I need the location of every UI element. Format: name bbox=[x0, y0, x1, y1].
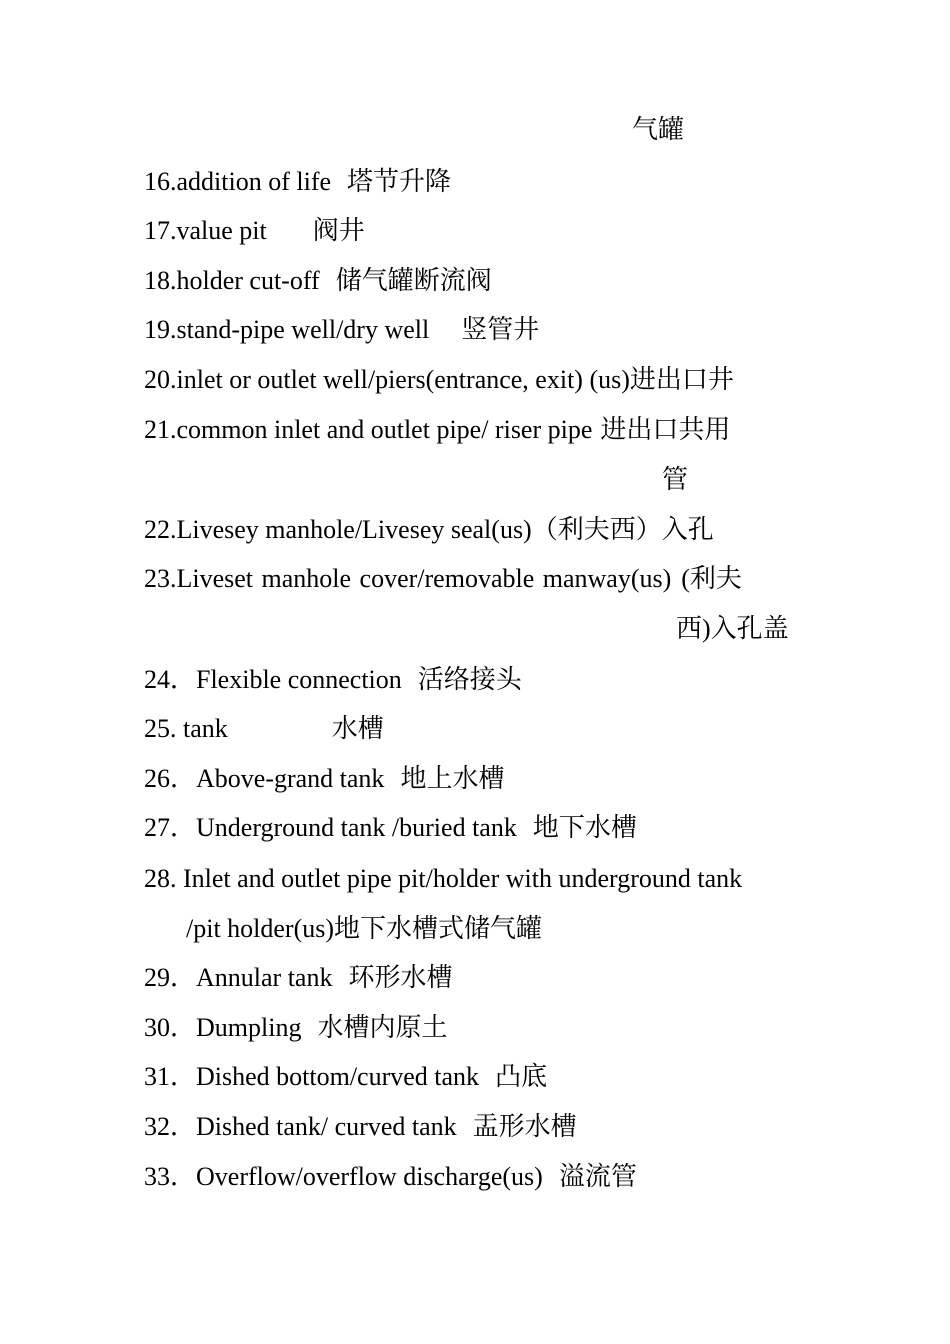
zh-term: 水槽内原土 bbox=[317, 1013, 448, 1042]
zh-term-continued: 管 bbox=[662, 465, 689, 494]
en-term: 21.common inlet and outlet pipe/ riser pipe bbox=[144, 415, 593, 444]
en-term: 17.value pit bbox=[144, 216, 267, 245]
glossary-entry-29 bbox=[144, 962, 452, 994]
zh-term: 塔节升降 bbox=[347, 167, 452, 196]
glossary-entry-33 bbox=[144, 1161, 637, 1193]
continuation-text bbox=[632, 114, 684, 146]
zh-term: 气罐 bbox=[632, 115, 685, 144]
en-term: 28. Inlet and outlet pipe pit/holder with underground tank bbox=[144, 864, 743, 893]
en-term: 22.Livesey manhole/Livesey seal(us) bbox=[144, 515, 532, 544]
term-continued: /pit holder(us)地下水槽式储气罐 bbox=[186, 914, 543, 943]
glossary-entry-23 bbox=[144, 563, 742, 595]
zh-term-continued: 西)入孔盖 bbox=[676, 614, 789, 643]
glossary-entry-21 bbox=[144, 414, 730, 446]
glossary-entry-21-wrap bbox=[662, 464, 688, 496]
glossary-entry-24 bbox=[144, 664, 522, 696]
glossary-entry-18 bbox=[144, 265, 492, 297]
glossary-entry-27 bbox=[144, 812, 637, 844]
glossary-entry-28 bbox=[144, 863, 742, 895]
zh-term: 凸底 bbox=[495, 1062, 548, 1091]
glossary-entry-20 bbox=[144, 364, 734, 396]
zh-term: 环形水槽 bbox=[348, 963, 453, 992]
en-term: 25. tank bbox=[144, 714, 228, 743]
en-term: 23.Liveset manhole cover/removable manway(us) bbox=[144, 564, 672, 593]
glossary-entry-25 bbox=[144, 713, 384, 745]
glossary-entry-23-wrap bbox=[676, 613, 789, 645]
en-term: 20.inlet or outlet well/piers(entrance, exit) (us) bbox=[144, 365, 630, 394]
en-term: 33．Overflow/overflow discharge(us) bbox=[144, 1162, 543, 1191]
zh-term: 阀井 bbox=[312, 216, 365, 245]
en-term: 30．Dumpling bbox=[144, 1013, 302, 1042]
en-term: 18.holder cut-off bbox=[144, 266, 320, 295]
zh-term: 溢流管 bbox=[558, 1162, 637, 1191]
en-term: 27．Underground tank /buried tank bbox=[144, 813, 517, 842]
en-term: 16.addition of life bbox=[144, 167, 332, 196]
glossary-entry-26 bbox=[144, 763, 504, 795]
zh-term: 地下水槽 bbox=[532, 813, 637, 842]
zh-term: 水槽 bbox=[331, 714, 384, 743]
en-term: 24．Flexible connection bbox=[144, 665, 402, 694]
glossary-entry-31 bbox=[144, 1061, 547, 1093]
glossary-entry-32 bbox=[144, 1111, 577, 1143]
glossary-entry-16 bbox=[144, 166, 451, 198]
zh-term: （利夫西）入孔 bbox=[531, 515, 714, 544]
zh-term: 盂形水槽 bbox=[472, 1112, 577, 1141]
glossary-entry-22 bbox=[144, 514, 714, 546]
zh-term: 进出口井 bbox=[629, 365, 734, 394]
zh-term: 竖管井 bbox=[461, 315, 540, 344]
en-term: 32．Dished tank/ curved tank bbox=[144, 1112, 457, 1141]
glossary-entry-30 bbox=[144, 1012, 447, 1044]
zh-term: 储气罐断流阀 bbox=[335, 266, 492, 295]
zh-term: 进出口共用 bbox=[600, 415, 731, 444]
zh-term: (利夫 bbox=[681, 564, 742, 593]
glossary-entry-28-wrap bbox=[186, 913, 542, 945]
glossary-entry-17 bbox=[144, 215, 365, 247]
zh-term: 活络接头 bbox=[417, 665, 522, 694]
zh-term: 地上水槽 bbox=[400, 764, 505, 793]
glossary-entry-19 bbox=[144, 314, 539, 346]
en-term: 29．Annular tank bbox=[144, 963, 333, 992]
en-term: 26．Above-grand tank bbox=[144, 764, 385, 793]
en-term: 31．Dished bottom/curved tank bbox=[144, 1062, 480, 1091]
en-term: 19.stand-pipe well/dry well bbox=[144, 315, 430, 344]
